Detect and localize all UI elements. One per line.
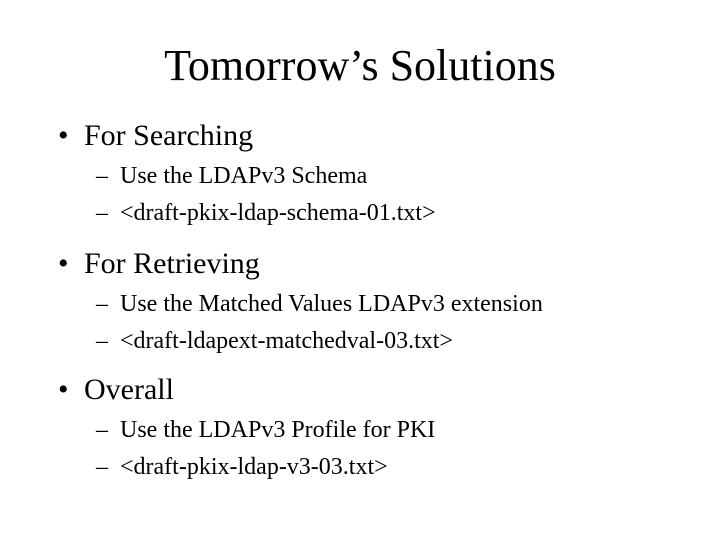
sub-item <box>96 412 698 449</box>
sub-item-text: Use the LDAPv3 Schema <box>120 163 368 189</box>
sub-item <box>96 286 698 323</box>
sub-item <box>96 323 698 360</box>
dash-icon: – <box>96 291 108 317</box>
bullet-item <box>58 118 698 154</box>
dash-icon: – <box>96 328 108 354</box>
bullet-item <box>58 246 698 282</box>
sub-item <box>96 158 698 195</box>
bullet-heading: For Searching <box>84 119 254 152</box>
sub-list <box>58 158 698 232</box>
slide-title: Tomorrow’s Solutions <box>164 41 556 90</box>
dash-icon: – <box>96 417 108 443</box>
sub-item-text: <draft-pkix-ldap-schema-01.txt> <box>120 200 436 226</box>
sub-item <box>96 449 698 486</box>
section-overall <box>58 372 698 486</box>
bullet-heading: Overall <box>84 373 174 406</box>
bullet-item <box>58 372 698 408</box>
sub-item-text: Use the LDAPv3 Profile for PKI <box>120 417 436 443</box>
dash-icon: – <box>96 454 108 480</box>
sub-list <box>58 286 698 360</box>
bullet-icon: • <box>58 247 69 280</box>
section-searching <box>58 118 698 232</box>
dash-icon: – <box>96 200 108 226</box>
bullet-heading: For Retrieving <box>84 247 260 280</box>
section-retrieving <box>58 246 698 360</box>
dash-icon: – <box>96 163 108 189</box>
bullet-icon: • <box>58 373 69 406</box>
sub-list <box>58 412 698 486</box>
sub-item <box>96 195 698 232</box>
sub-item-text: <draft-ldapext-matchedval-03.txt> <box>120 328 453 354</box>
bullet-icon: • <box>58 119 69 152</box>
sub-item-text: Use the Matched Values LDAPv3 extension <box>120 291 543 317</box>
sub-item-text: <draft-pkix-ldap-v3-03.txt> <box>120 454 388 480</box>
